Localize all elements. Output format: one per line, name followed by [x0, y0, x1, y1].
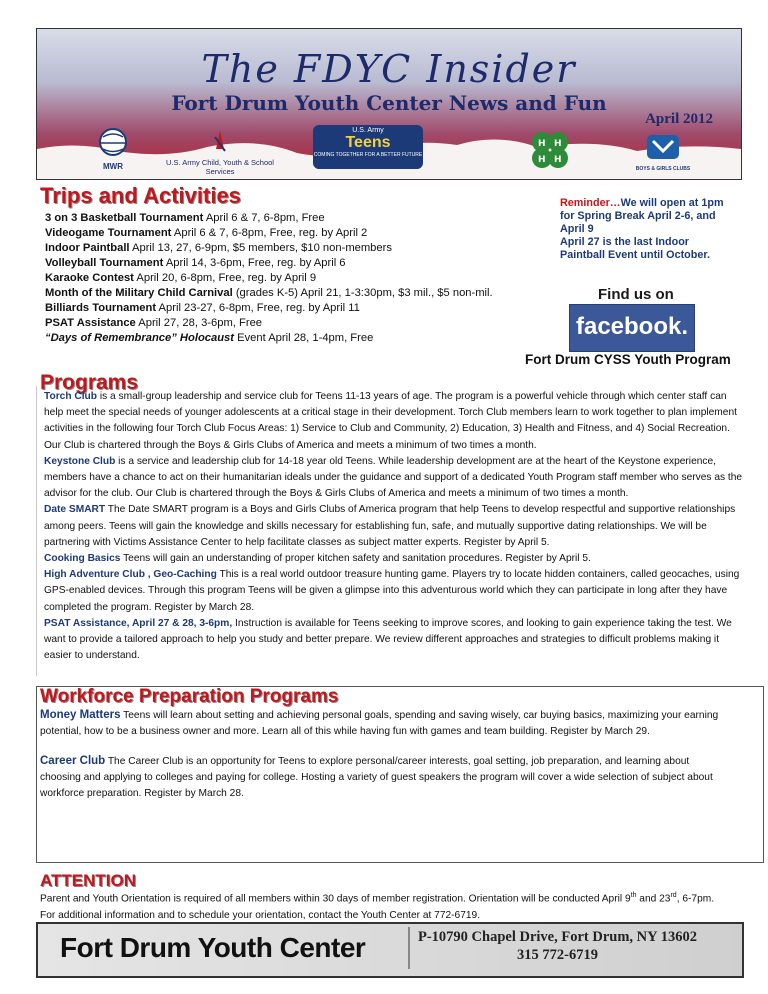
attention-text-a: Parent and Youth Orientation is required of all members within 30 days of member registration. Orientation will be conducted April 9	[40, 893, 631, 905]
clubs-logo-text: BOYS & GIRLS CLUBS	[635, 166, 691, 172]
event-item	[45, 211, 545, 226]
event-detail: (grades K-5) April 21, 1-3:30pm, $3 mil., $5 non-mil.	[232, 287, 493, 299]
reminder-text-1: We will open at 1pm for Spring Break April 2-6, and April 9	[560, 197, 724, 235]
program-text: This is a real world outdoor treasure hunting game. Players try to locate hidden containers, called geocaches, using GPS-enabled devices. Through this program Teens will be given a glimpse into this adventurous world which they can participate in long after they have completed the program. Register by March 28.	[44, 569, 740, 613]
svg-text:H: H	[554, 139, 562, 149]
workforce-item-career-club	[40, 753, 722, 803]
programs-list	[44, 389, 744, 664]
event-detail: April 23-27, 6-8pm, Free, reg. by April 11	[156, 302, 360, 314]
army-teens-logo	[313, 125, 423, 169]
teens-logo-top: U.S. Army	[352, 127, 384, 134]
svg-text:H: H	[554, 155, 562, 165]
reminder-notice	[560, 197, 730, 262]
event-item	[45, 241, 545, 256]
program-item	[44, 454, 744, 503]
events-list	[45, 211, 545, 346]
event-item	[45, 256, 545, 271]
workforce-text-money-matters: Teens will learn about setting and achieving personal goals, spending and saving wisely, car buying basics, maximizing your earning potential, how to be a business owner and more. Learn all of this while having fun with games and team building. Register by March 29.	[40, 710, 719, 738]
clubs-hands-icon	[633, 133, 693, 161]
workforce-item-money-matters	[40, 707, 722, 740]
footer-banner	[36, 922, 744, 978]
event-item	[45, 316, 545, 331]
issue-date: April 2012	[645, 111, 713, 127]
boys-girls-clubs-logo	[633, 133, 693, 173]
event-item	[45, 286, 545, 301]
teens-logo-word: Teens	[345, 134, 391, 151]
footer-address: P-10790 Chapel Drive, Fort Drum, NY 13602	[418, 929, 697, 945]
footer-phone: 315 772-6719	[516, 947, 598, 963]
workforce-text-career-club: The Career Club is an opportunity for Teens to explore personal/career interests, goal setting, job preparation, and learning about choosing and applying to colleges and paying for college. Hosting a variety of guest speakers the program will cover a wide selection of subject about workforce preparation. Register by March 28.	[40, 756, 713, 800]
program-item	[44, 551, 744, 567]
newsletter-subtitle: Fort Drum Youth Center News and Fun	[171, 91, 607, 115]
event-detail: Event April 28, 1-4pm, Free	[234, 332, 374, 344]
newsletter-title: The FDYC Insider	[201, 47, 577, 91]
attention-text	[40, 888, 730, 924]
event-name: Billiards Tournament	[45, 302, 157, 314]
program-label: Date SMART	[44, 504, 106, 516]
event-name: “Days of Remembrance” Holocaust	[45, 332, 235, 344]
4h-clover-icon	[527, 127, 573, 173]
event-name: Indoor Paintball	[45, 242, 130, 254]
program-label: Torch Club	[44, 391, 98, 402]
attention-text-c: , 6-7pm. For additional information and to schedule your orientation, contact the Youth Center at 772-6719.	[40, 893, 715, 921]
program-item	[44, 567, 744, 616]
reminder-prefix: Reminder…	[560, 197, 621, 209]
attention-sup-2: rd	[670, 892, 677, 899]
program-label: High Adventure Club , Geo-Caching	[44, 569, 217, 581]
event-name: Karaoke Contest	[45, 272, 134, 284]
attention-heading: ATTENTION	[40, 871, 137, 890]
event-item	[45, 301, 545, 316]
event-detail: April 27, 28, 3-6pm, Free	[135, 317, 263, 329]
event-name: Month of the Military Child Carnival	[45, 287, 233, 299]
attention-text-b: and 23	[636, 893, 671, 905]
facebook-caption: Fort Drum CYSS Youth Program	[525, 352, 731, 367]
event-detail: April 13, 27, 6-9pm, $5 members, $10 non-members	[129, 242, 392, 254]
program-label: Keystone Club	[44, 455, 116, 467]
cyss-logo	[165, 129, 275, 175]
program-label: PSAT Assistance, April 27 & 28, 3-6pm,	[44, 617, 233, 629]
program-text: Teens will gain an understanding of proper kitchen safety and sanitation procedures. Register by April 5.	[120, 553, 591, 565]
program-item	[44, 616, 744, 665]
facebook-logo[interactable]: facebook.	[569, 304, 695, 352]
torch-icon	[165, 129, 275, 153]
event-name: Volleyball Tournament	[45, 257, 164, 269]
event-detail: April 6 & 7, 6-8pm, Free	[203, 212, 325, 224]
program-text: The Date SMART program is a Boys and Girls Clubs of America program that help Teens to develop respectful and supportive relationships among peers. Teens will gain the knowledge and skills necessary for establishing fun, safe, and mutually supportive dating relationships. We will be partnering with Victims Assistance Center to help facilitate classes as subject matter experts. Register by April 5.	[44, 504, 736, 548]
event-name: Videogame Tournament	[45, 227, 172, 239]
teens-logo-tagline: COMING TOGETHER FOR A BETTER FUTURE	[313, 152, 423, 158]
program-text: is a small-group leadership and service club for Teens 11-13 years of age. The program is a powerful vehicle through which center staff can help meet the special needs of younger adolescents at a critical stage in their development. Torch Club members learn to work together to plan implement activities in the following four Torch Club Focus Areas: 1) Service to Club and Community, 2) Education, 3) Health and Fitness, and 4) Social Recreation. Our Club is chartered through the Boys & Girls Clubs of America and meets a minimum of two times a month.	[44, 391, 737, 451]
attention-sup-1: th	[630, 892, 637, 899]
trips-heading: Trips and Activities	[40, 183, 241, 208]
svg-text:H: H	[538, 155, 546, 165]
event-item	[45, 331, 545, 346]
event-detail: April 20, 6-8pm, Free, reg. by April 9	[133, 272, 317, 284]
workforce-label-money-matters: Money Matters	[40, 709, 121, 721]
event-detail: April 6 & 7, 6-8pm, Free, reg. by April 2	[171, 227, 368, 239]
footer-divider	[408, 927, 410, 969]
footer-center-name: Fort Drum Youth Center	[60, 932, 366, 963]
event-name: PSAT Assistance	[45, 317, 136, 329]
workforce-heading: Workforce Preparation Programs	[40, 686, 339, 707]
program-label: Cooking Basics	[44, 553, 121, 565]
footer-address-block	[418, 928, 697, 964]
programs-heading: Programs	[40, 371, 139, 394]
program-text: Instruction is available for Teens seeking to improve scores, and looking to gain experience taking the test. We want to provide a tailored approach to help you study and better prepare. We review different approaches and strategies to difficult problems making it easier to understand.	[44, 617, 732, 662]
mwr-logo-text: MWR	[103, 162, 123, 171]
globe-icon	[85, 127, 141, 157]
svg-text:H: H	[538, 139, 546, 149]
program-text: is a service and leadership club for 14-18 year old Teens. While leadership development are at the heart of the Keystone experience, members have a chance to act on their humanitarian ideals under the guidance and support of a dedicated Youth Program staff member who serves as the advisor for the club. Our Club is chartered through the Boys & Girls Clubs of America and meets a minimum of two times a month.	[44, 455, 743, 500]
newsletter-banner	[36, 28, 742, 180]
reminder-text-2: April 27 is the last Indoor Paintball Event until October.	[560, 236, 710, 261]
event-item	[45, 271, 545, 286]
mwr-logo	[85, 127, 141, 171]
event-item	[45, 226, 545, 241]
event-name: 3 on 3 Basketball Tournament	[45, 212, 204, 224]
workforce-label-career-club: Career Club	[40, 755, 106, 767]
program-item	[44, 389, 744, 454]
program-item	[44, 502, 744, 551]
event-detail: April 14, 3-6pm, Free, reg. by April 6	[163, 257, 346, 269]
facebook-find-us: Find us on	[598, 286, 674, 303]
cyss-logo-text: U.S. Army Child, Youth & School Services	[166, 158, 274, 176]
